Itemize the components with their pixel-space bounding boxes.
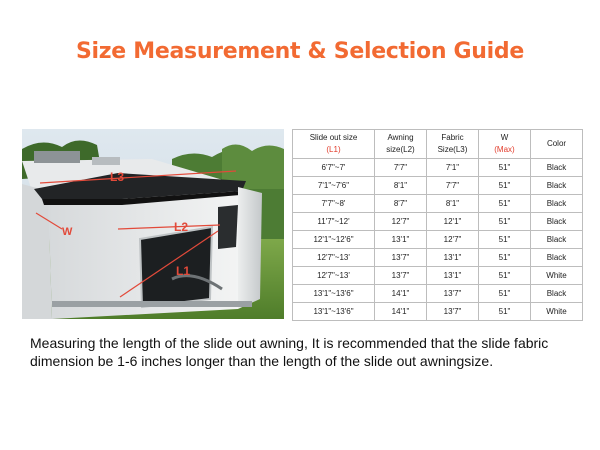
label-l2: L2 [174,220,189,234]
table-cell: Black [531,195,583,213]
table-cell: 51" [479,285,531,303]
table-cell: 51" [479,195,531,213]
table-cell: 51" [479,213,531,231]
table-row [293,177,583,195]
table-cell: 13'7" [375,249,427,267]
table-cell: White [531,303,583,321]
table-cell: 11'7"~12' [293,213,375,231]
table-cell: 12'7" [375,213,427,231]
table-cell: 12'7"~13' [293,249,375,267]
table-row [293,267,583,285]
table-cell: 13'7" [375,267,427,285]
table-cell: 51" [479,303,531,321]
table-cell: 14'1" [375,285,427,303]
table-body [293,159,583,321]
table-cell: 12'1"~12'6" [293,231,375,249]
table-row [293,285,583,303]
table-cell: 7'7"~8' [293,195,375,213]
table-cell: Black [531,159,583,177]
table-cell: White [531,267,583,285]
table-cell: 13'7" [427,303,479,321]
table-cell: 6'7"~7' [293,159,375,177]
description-text: Measuring the length of the slide out awning, It is recommended that the slide fabric dimension be 1-6 inches longer than the length of the slide out awningsize. [30,335,549,369]
table-cell: 8'7" [375,195,427,213]
table-cell: 7'7" [427,177,479,195]
table-cell: 7'1"~7'6" [293,177,375,195]
table-row [293,213,583,231]
table-cell: 7'1" [427,159,479,177]
table-cell: 51" [479,177,531,195]
table-cell: 51" [479,231,531,249]
label-w: W [62,226,73,238]
table-cell: 13'1"~13'6" [293,285,375,303]
table-row [293,195,583,213]
table-cell: 51" [479,159,531,177]
table-cell: 14'1" [375,303,427,321]
table-cell: 13'1" [427,249,479,267]
table-cell: Black [531,231,583,249]
table-cell: 8'1" [427,195,479,213]
table-cell: 12'1" [427,213,479,231]
table-row [293,303,583,321]
table-cell: 51" [479,267,531,285]
table-cell: 12'7" [427,231,479,249]
table-row [293,249,583,267]
table-cell: 12'7"~13' [293,267,375,285]
size-table [292,129,583,321]
table-row [293,231,583,249]
table-cell: 51" [479,249,531,267]
table-cell: 7'7" [375,159,427,177]
header-awning-size: Awning size(L2) [375,130,427,159]
header-w-max: W (Max) [479,130,531,159]
size-table-container [292,129,582,316]
header-fabric-size: Fabric Size(L3) [427,130,479,159]
table-cell: Black [531,177,583,195]
label-l3: L3 [110,170,125,184]
page-title: Size Measurement & Selection Guide [76,39,524,64]
table-cell: 13'1" [375,231,427,249]
label-l1: L1 [176,264,191,278]
table-cell: 13'1"~13'6" [293,303,375,321]
table-cell: 8'1" [375,177,427,195]
table-header-row [293,130,583,159]
table-cell: 13'7" [427,285,479,303]
table-cell: 13'1" [427,267,479,285]
table-row [293,159,583,177]
table-cell: Black [531,213,583,231]
rv-slide-out-photo [22,129,284,319]
header-slide-out-size: Slide out size (L1) [293,130,375,159]
header-color: Color [531,130,583,159]
table-cell: Black [531,249,583,267]
table-cell: Black [531,285,583,303]
